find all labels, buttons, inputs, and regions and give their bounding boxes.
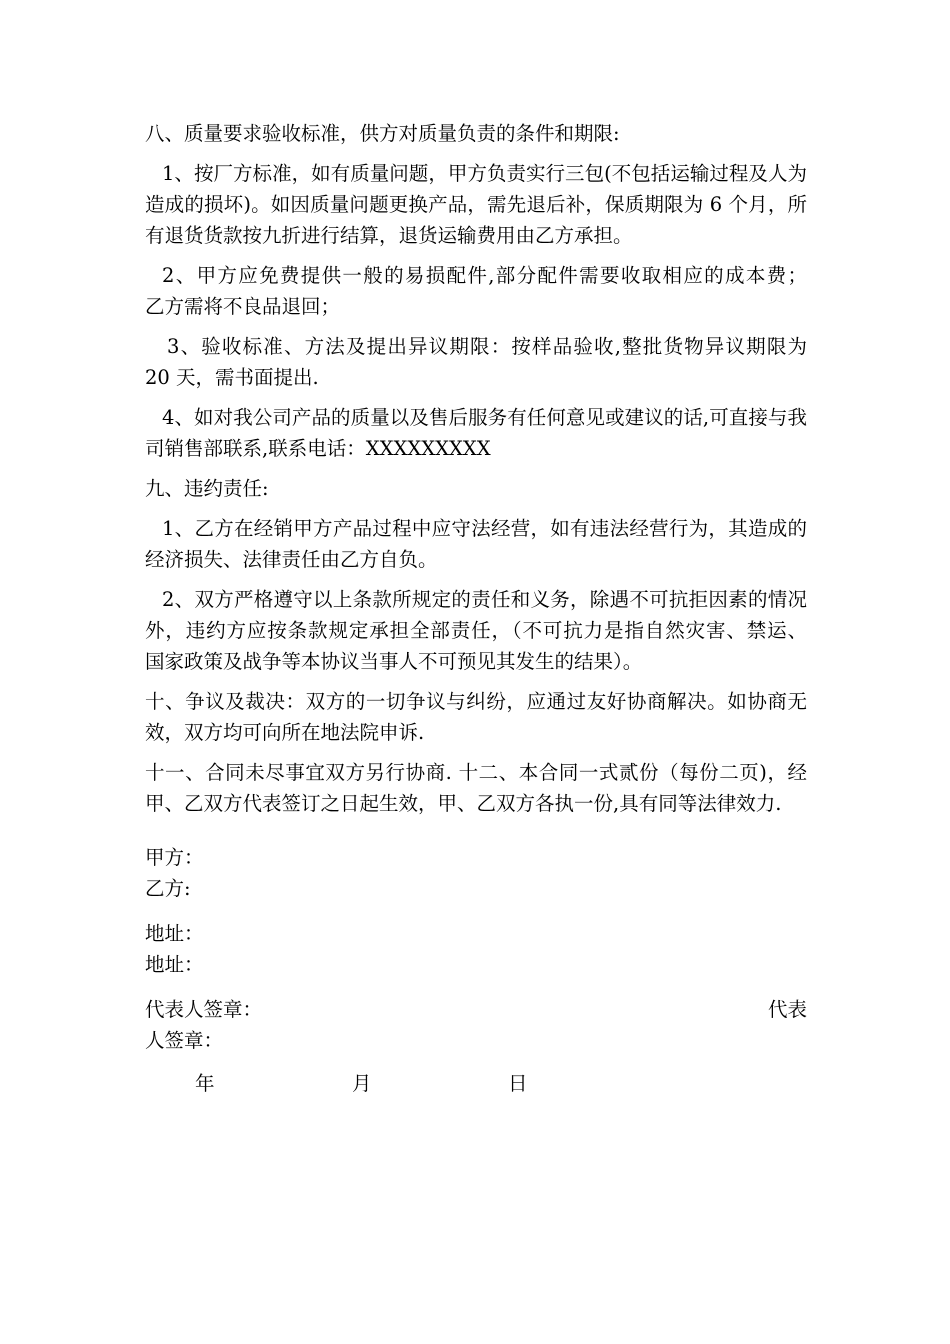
section-8-item-3: 3、验收标准、方法及提出异议期限：按样品验收,整批货物异议期限为 20 天，需书面提出. [145,335,832,389]
rep-b-label-start: 代表 [767,998,807,1021]
section-8-item-4: 4、如对我公司产品的质量以及售后服务有任何意见或建议的话,可直接与我司销售部联系,联系电话：XXXXXXXXX [145,406,807,460]
year-label: 年 [195,1072,215,1095]
date-row [145,1068,807,1099]
section-9-heading: 九、违约责任: [145,477,269,500]
party-a-label: 甲方： [145,846,204,869]
section-9-item-2: 2、双方严格遵守以上条款所规定的责任和义务，除遇不可抗拒因素的情况 外，违约方应按条款规定承担全部责任，（不可抗力是指自然灾害、禁运、 国家政策及战争等本协议当事人不可预见其发生的结果）。 [145,588,832,673]
party-b-label: 乙方: [145,877,191,900]
section-9-item-1: 1、乙方在经销甲方产品过程中应守法经营，如有违法经营行为，其造成的 经济损失、法律责任由乙方自负。 [145,517,832,571]
address-a-label: 地址： [145,922,204,945]
contract-body [145,118,838,1099]
spacer [145,828,807,842]
spacer [145,904,807,918]
section-11: 十一、合同未尽事宜双方另行协商. 十二、本合同一式贰份（每份二页)，经甲、乙双方代表签订之日起生效，甲、乙双方各执一份,具有同等法律效力. [145,761,807,815]
rep-b-label-end: 人签章： [145,1029,224,1052]
section-8-item-1: 1、按厂方标准，如有质量问题，甲方负责实行三包(不包括运输过程及人为造成的损坏)。如因质量问题更换产品，需先退后补，保质期限为 6 个月，所有退货货款按九折进行结算，退货运输费用由乙方承担。 [145,162,807,247]
rep-a-label: 代表人签章： [145,998,263,1021]
section-8-heading: 八、质量要求验收标准，供方对质量负责的条件和期限: [145,122,620,145]
section-10: 十、争议及裁决：双方的一切争议与纠纷，应通过友好协商解决。如协商无效，双方均可向所在地法院申诉. [145,690,807,744]
section-8-item-2: 2、甲方应免费提供一般的易损配件,部分配件需要收取相应的成本费； 乙方需将不良品退回； [145,264,838,318]
address-b-label: 地址： [145,953,204,976]
day-label: 日 [508,1072,528,1095]
spacer [145,980,807,994]
representative-row [145,994,807,1025]
month-label: 月 [352,1072,372,1095]
